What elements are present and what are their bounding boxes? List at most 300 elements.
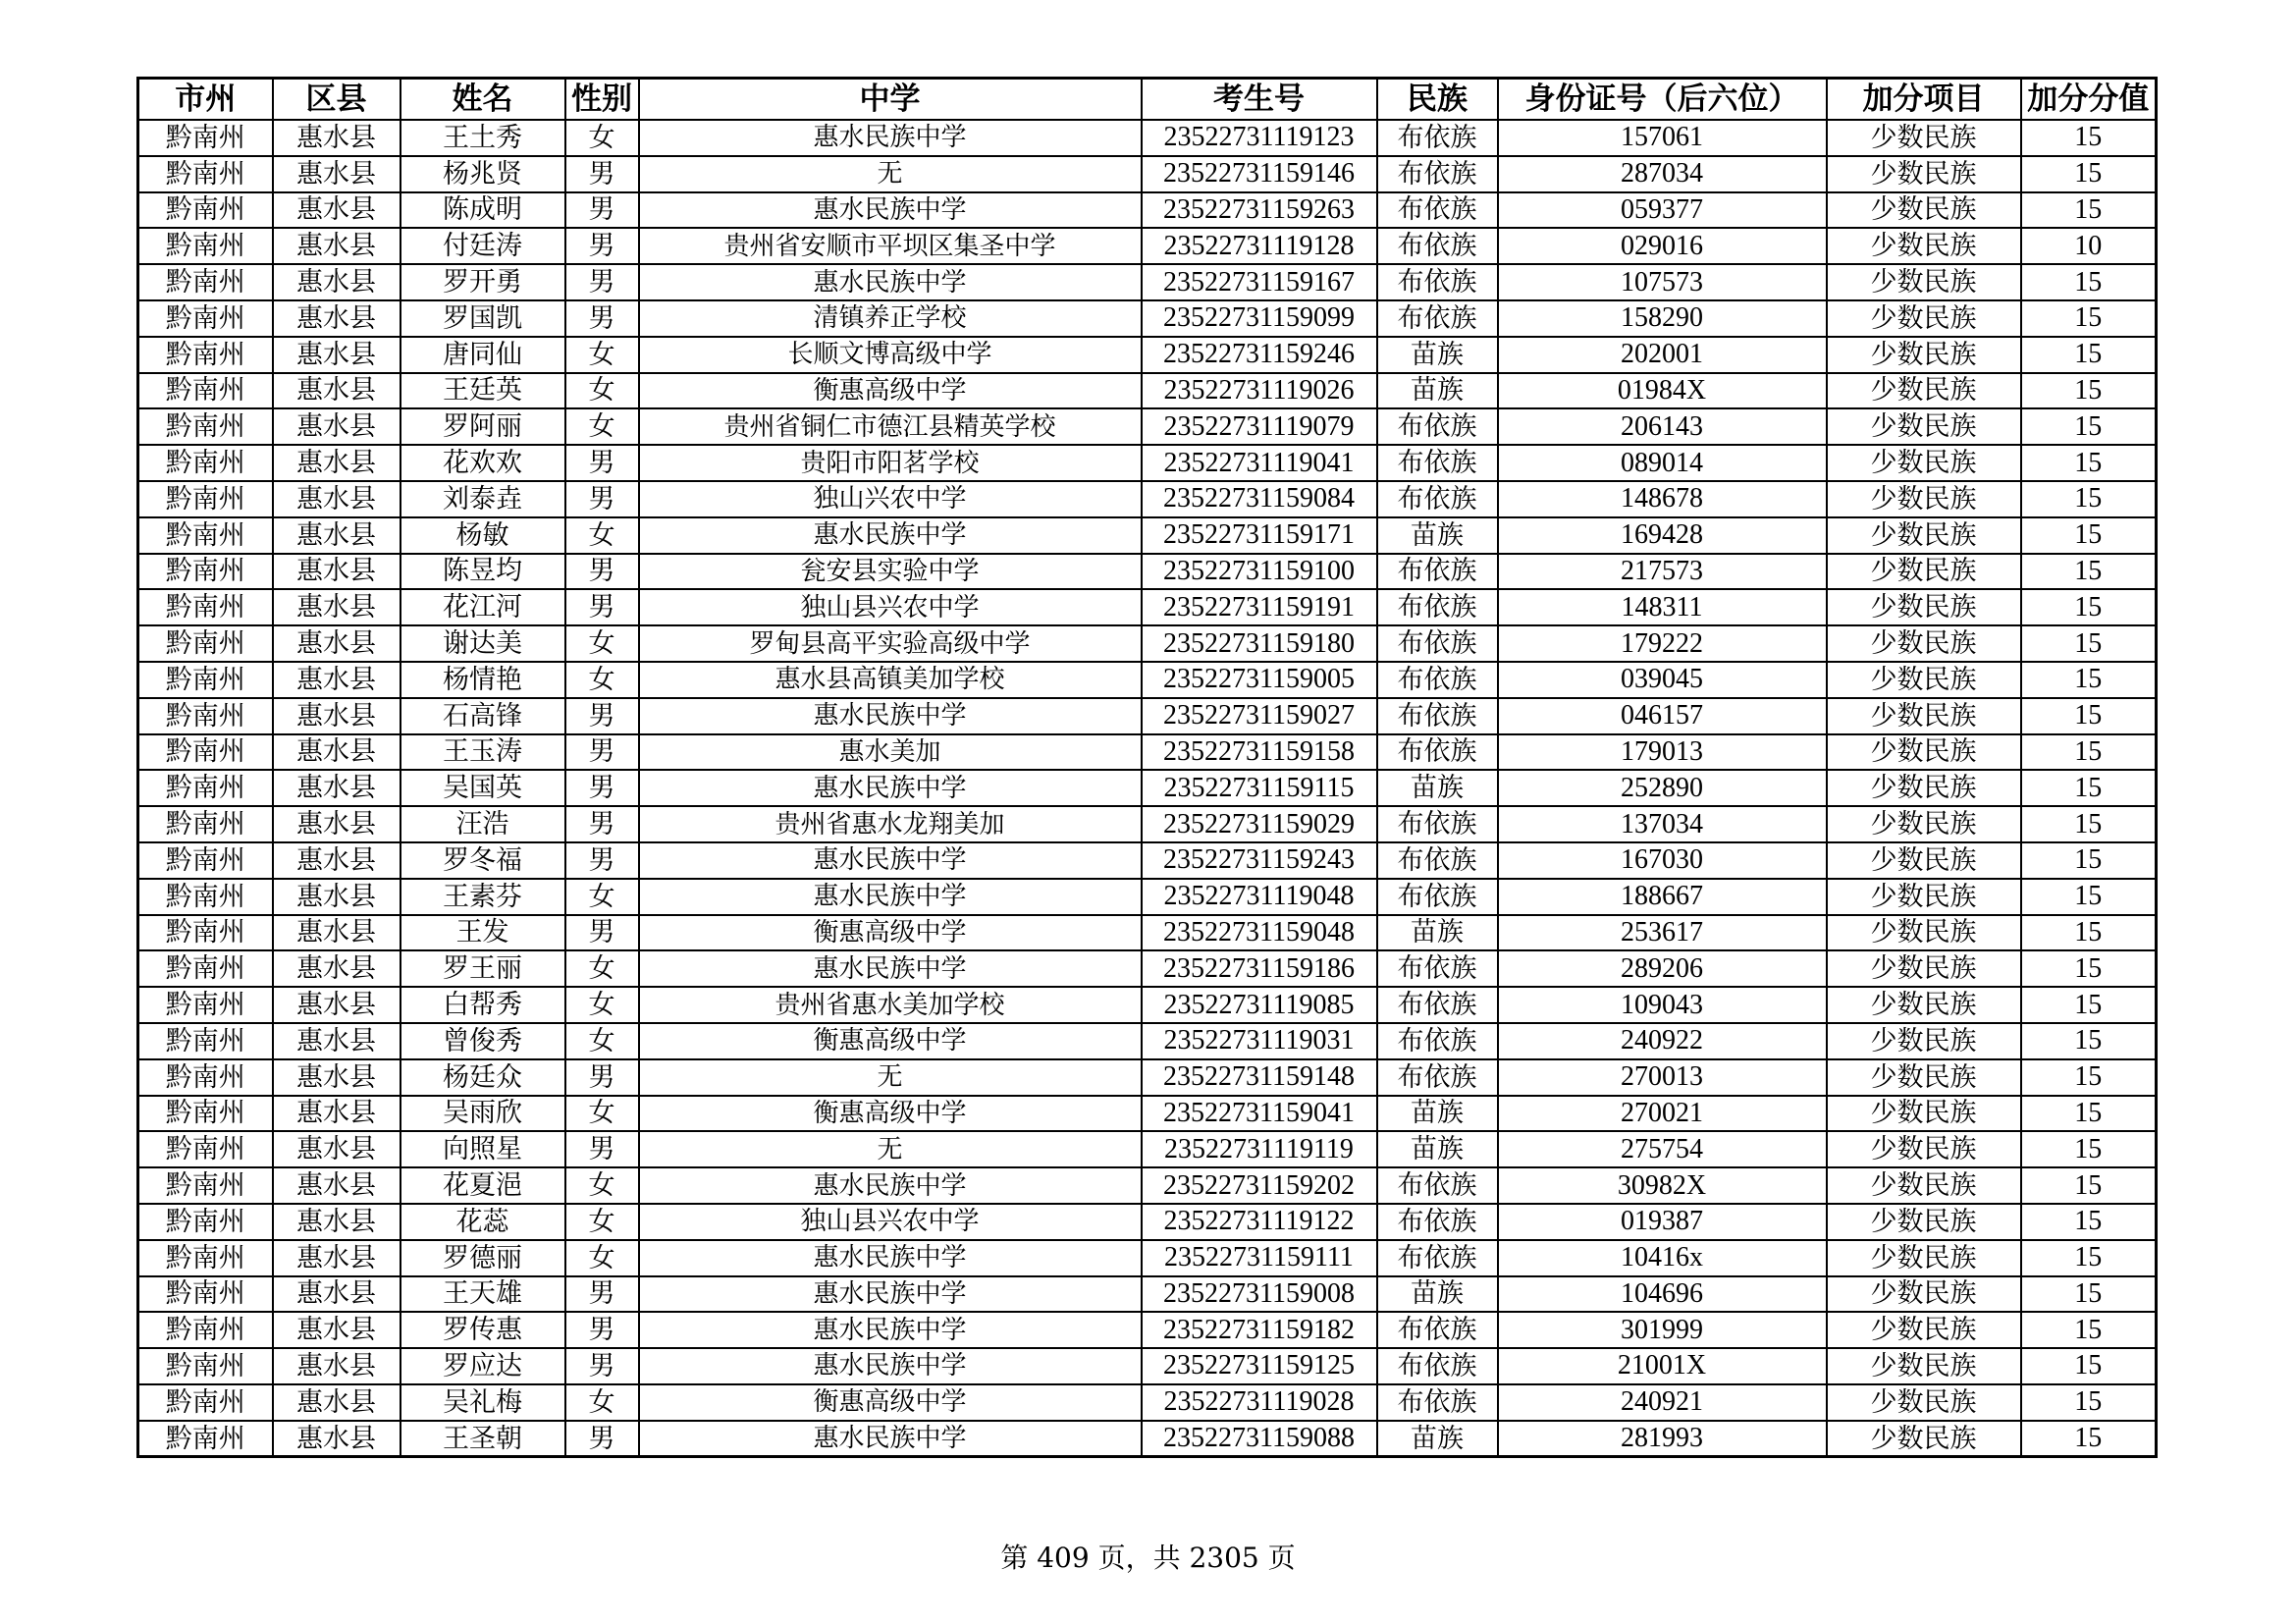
cell-idsuffix: 21001X bbox=[1498, 1348, 1827, 1384]
cell-gender: 男 bbox=[565, 1312, 639, 1348]
table-header-row bbox=[138, 79, 2157, 121]
cell-bonus-item: 少数民族 bbox=[1827, 156, 2021, 192]
cell-bonus-item: 少数民族 bbox=[1827, 264, 2021, 300]
cell-idsuffix: 30982X bbox=[1498, 1167, 1827, 1204]
cell-name: 王玉涛 bbox=[400, 734, 565, 771]
cell-school: 清镇养正学校 bbox=[639, 300, 1142, 337]
cell-score: 15 bbox=[2021, 589, 2157, 625]
cell-bonus-item: 少数民族 bbox=[1827, 373, 2021, 409]
table-row bbox=[138, 589, 2157, 625]
cell-bonus-item: 少数民族 bbox=[1827, 625, 2021, 662]
cell-ethnicity: 布依族 bbox=[1377, 842, 1498, 879]
cell-idsuffix: 240921 bbox=[1498, 1384, 1827, 1421]
cell-gender: 女 bbox=[565, 1167, 639, 1204]
cell-school: 惠水民族中学 bbox=[639, 1348, 1142, 1384]
cell-city: 黔南州 bbox=[138, 1348, 273, 1384]
cell-exam: 23522731119026 bbox=[1142, 373, 1377, 409]
cell-score: 10 bbox=[2021, 228, 2157, 264]
cell-school: 独山兴农中学 bbox=[639, 481, 1142, 517]
cell-name: 王土秀 bbox=[400, 120, 565, 156]
cell-bonus-item: 少数民族 bbox=[1827, 337, 2021, 373]
cell-county: 惠水县 bbox=[273, 228, 400, 264]
cell-bonus-item: 少数民族 bbox=[1827, 698, 2021, 734]
table-row bbox=[138, 264, 2157, 300]
cell-exam: 23522731119079 bbox=[1142, 408, 1377, 445]
cell-gender: 男 bbox=[565, 481, 639, 517]
cell-exam: 23522731159084 bbox=[1142, 481, 1377, 517]
cell-name: 曾俊秀 bbox=[400, 1023, 565, 1059]
cell-school: 长顺文博高级中学 bbox=[639, 337, 1142, 373]
cell-ethnicity: 布依族 bbox=[1377, 1348, 1498, 1384]
cell-ethnicity: 布依族 bbox=[1377, 806, 1498, 842]
cell-exam: 23522731159202 bbox=[1142, 1167, 1377, 1204]
cell-county: 惠水县 bbox=[273, 589, 400, 625]
cell-exam: 23522731119122 bbox=[1142, 1204, 1377, 1240]
cell-gender: 女 bbox=[565, 337, 639, 373]
cell-exam: 23522731119041 bbox=[1142, 445, 1377, 481]
cell-city: 黔南州 bbox=[138, 300, 273, 337]
cell-city: 黔南州 bbox=[138, 554, 273, 590]
cell-idsuffix: 089014 bbox=[1498, 445, 1827, 481]
cell-exam: 23522731159125 bbox=[1142, 1348, 1377, 1384]
cell-bonus-item: 少数民族 bbox=[1827, 1131, 2021, 1167]
cell-idsuffix: 301999 bbox=[1498, 1312, 1827, 1348]
cell-exam: 23522731159186 bbox=[1142, 950, 1377, 987]
cell-score: 15 bbox=[2021, 1421, 2157, 1457]
cell-school: 独山县兴农中学 bbox=[639, 589, 1142, 625]
cell-school: 惠水民族中学 bbox=[639, 192, 1142, 229]
cell-idsuffix: 137034 bbox=[1498, 806, 1827, 842]
cell-ethnicity: 布依族 bbox=[1377, 228, 1498, 264]
cell-city: 黔南州 bbox=[138, 337, 273, 373]
cell-ethnicity: 苗族 bbox=[1377, 517, 1498, 554]
cell-gender: 男 bbox=[565, 1131, 639, 1167]
cell-county: 惠水县 bbox=[273, 915, 400, 951]
cell-school: 惠水民族中学 bbox=[639, 1276, 1142, 1313]
cell-ethnicity: 苗族 bbox=[1377, 770, 1498, 806]
cell-bonus-item: 少数民族 bbox=[1827, 408, 2021, 445]
cell-bonus-item: 少数民族 bbox=[1827, 662, 2021, 698]
cell-county: 惠水县 bbox=[273, 554, 400, 590]
cell-name: 汪浩 bbox=[400, 806, 565, 842]
cell-school: 惠水民族中学 bbox=[639, 842, 1142, 879]
cell-name: 罗阿丽 bbox=[400, 408, 565, 445]
cell-exam: 23522731119128 bbox=[1142, 228, 1377, 264]
table-row bbox=[138, 373, 2157, 409]
cell-county: 惠水县 bbox=[273, 481, 400, 517]
cell-idsuffix: 270013 bbox=[1498, 1059, 1827, 1096]
cell-school: 无 bbox=[639, 1131, 1142, 1167]
cell-school: 无 bbox=[639, 156, 1142, 192]
cell-name: 罗开勇 bbox=[400, 264, 565, 300]
cell-exam: 23522731159167 bbox=[1142, 264, 1377, 300]
cell-county: 惠水县 bbox=[273, 1276, 400, 1313]
cell-idsuffix: 240922 bbox=[1498, 1023, 1827, 1059]
cell-county: 惠水县 bbox=[273, 120, 400, 156]
cell-bonus-item: 少数民族 bbox=[1827, 445, 2021, 481]
table-row bbox=[138, 1421, 2157, 1457]
table-row bbox=[138, 879, 2157, 915]
cell-score: 15 bbox=[2021, 770, 2157, 806]
cell-idsuffix: 107573 bbox=[1498, 264, 1827, 300]
cell-bonus-item: 少数民族 bbox=[1827, 987, 2021, 1023]
cell-city: 黔南州 bbox=[138, 770, 273, 806]
cell-name: 花欢欢 bbox=[400, 445, 565, 481]
cell-bonus-item: 少数民族 bbox=[1827, 1167, 2021, 1204]
cell-bonus-item: 少数民族 bbox=[1827, 879, 2021, 915]
cell-ethnicity: 布依族 bbox=[1377, 120, 1498, 156]
cell-bonus-item: 少数民族 bbox=[1827, 842, 2021, 879]
cell-idsuffix: 169428 bbox=[1498, 517, 1827, 554]
cell-exam: 23522731119031 bbox=[1142, 1023, 1377, 1059]
cell-idsuffix: 275754 bbox=[1498, 1131, 1827, 1167]
cell-exam: 23522731159115 bbox=[1142, 770, 1377, 806]
cell-gender: 女 bbox=[565, 950, 639, 987]
cell-idsuffix: 01984X bbox=[1498, 373, 1827, 409]
cell-gender: 男 bbox=[565, 554, 639, 590]
cell-gender: 女 bbox=[565, 373, 639, 409]
cell-idsuffix: 029016 bbox=[1498, 228, 1827, 264]
cell-ethnicity: 布依族 bbox=[1377, 156, 1498, 192]
cell-name: 向照星 bbox=[400, 1131, 565, 1167]
cell-city: 黔南州 bbox=[138, 1131, 273, 1167]
table-row bbox=[138, 1348, 2157, 1384]
cell-idsuffix: 217573 bbox=[1498, 554, 1827, 590]
cell-exam: 23522731159243 bbox=[1142, 842, 1377, 879]
cell-score: 15 bbox=[2021, 517, 2157, 554]
cell-gender: 男 bbox=[565, 300, 639, 337]
cell-county: 惠水县 bbox=[273, 1023, 400, 1059]
cell-name: 罗王丽 bbox=[400, 950, 565, 987]
cell-name: 罗冬福 bbox=[400, 842, 565, 879]
cell-name: 陈成明 bbox=[400, 192, 565, 229]
cell-score: 15 bbox=[2021, 842, 2157, 879]
cell-ethnicity: 布依族 bbox=[1377, 445, 1498, 481]
cell-ethnicity: 布依族 bbox=[1377, 662, 1498, 698]
cell-county: 惠水县 bbox=[273, 1384, 400, 1421]
table-row bbox=[138, 481, 2157, 517]
cell-score: 15 bbox=[2021, 1240, 2157, 1276]
table-row bbox=[138, 445, 2157, 481]
cell-exam: 23522731159029 bbox=[1142, 806, 1377, 842]
table-row bbox=[138, 300, 2157, 337]
cell-city: 黔南州 bbox=[138, 1167, 273, 1204]
cell-gender: 女 bbox=[565, 1240, 639, 1276]
cell-gender: 男 bbox=[565, 1421, 639, 1457]
cell-bonus-item: 少数民族 bbox=[1827, 915, 2021, 951]
cell-county: 惠水县 bbox=[273, 264, 400, 300]
cell-county: 惠水县 bbox=[273, 1059, 400, 1096]
cell-score: 15 bbox=[2021, 734, 2157, 771]
cell-exam: 23522731159146 bbox=[1142, 156, 1377, 192]
cell-ethnicity: 布依族 bbox=[1377, 1059, 1498, 1096]
cell-bonus-item: 少数民族 bbox=[1827, 554, 2021, 590]
cell-county: 惠水县 bbox=[273, 842, 400, 879]
cell-gender: 女 bbox=[565, 1384, 639, 1421]
cell-score: 15 bbox=[2021, 264, 2157, 300]
cell-idsuffix: 179013 bbox=[1498, 734, 1827, 771]
cell-school: 衡惠高级中学 bbox=[639, 915, 1142, 951]
cell-bonus-item: 少数民族 bbox=[1827, 120, 2021, 156]
cell-gender: 男 bbox=[565, 264, 639, 300]
cell-school: 瓮安县实验中学 bbox=[639, 554, 1142, 590]
table-row bbox=[138, 554, 2157, 590]
cell-gender: 女 bbox=[565, 879, 639, 915]
cell-gender: 女 bbox=[565, 1204, 639, 1240]
cell-name: 吴国英 bbox=[400, 770, 565, 806]
cell-county: 惠水县 bbox=[273, 156, 400, 192]
cell-score: 15 bbox=[2021, 625, 2157, 662]
cell-name: 王圣朝 bbox=[400, 1421, 565, 1457]
cell-exam: 23522731159171 bbox=[1142, 517, 1377, 554]
cell-school: 惠水民族中学 bbox=[639, 517, 1142, 554]
cell-name: 杨情艳 bbox=[400, 662, 565, 698]
table-row bbox=[138, 770, 2157, 806]
cell-idsuffix: 202001 bbox=[1498, 337, 1827, 373]
cell-name: 吴雨欣 bbox=[400, 1096, 565, 1132]
cell-name: 陈昱均 bbox=[400, 554, 565, 590]
cell-ethnicity: 布依族 bbox=[1377, 192, 1498, 229]
cell-county: 惠水县 bbox=[273, 1348, 400, 1384]
cell-city: 黔南州 bbox=[138, 192, 273, 229]
column-header-exam-number: 考生号 bbox=[1142, 79, 1377, 121]
cell-county: 惠水县 bbox=[273, 192, 400, 229]
cell-gender: 男 bbox=[565, 698, 639, 734]
cell-city: 黔南州 bbox=[138, 373, 273, 409]
cell-county: 惠水县 bbox=[273, 806, 400, 842]
cell-exam: 23522731159099 bbox=[1142, 300, 1377, 337]
cell-score: 15 bbox=[2021, 915, 2157, 951]
cell-school: 惠水民族中学 bbox=[639, 1421, 1142, 1457]
cell-county: 惠水县 bbox=[273, 879, 400, 915]
cell-score: 15 bbox=[2021, 1312, 2157, 1348]
cell-idsuffix: 179222 bbox=[1498, 625, 1827, 662]
cell-school: 独山县兴农中学 bbox=[639, 1204, 1142, 1240]
table-row bbox=[138, 1384, 2157, 1421]
column-header-name: 姓名 bbox=[400, 79, 565, 121]
cell-ethnicity: 苗族 bbox=[1377, 337, 1498, 373]
table-row bbox=[138, 625, 2157, 662]
column-header-gender: 性别 bbox=[565, 79, 639, 121]
cell-name: 花蕊 bbox=[400, 1204, 565, 1240]
cell-city: 黔南州 bbox=[138, 1384, 273, 1421]
cell-ethnicity: 布依族 bbox=[1377, 1312, 1498, 1348]
cell-bonus-item: 少数民族 bbox=[1827, 950, 2021, 987]
cell-ethnicity: 布依族 bbox=[1377, 589, 1498, 625]
cell-bonus-item: 少数民族 bbox=[1827, 734, 2021, 771]
cell-idsuffix: 281993 bbox=[1498, 1421, 1827, 1457]
cell-name: 罗德丽 bbox=[400, 1240, 565, 1276]
cell-city: 黔南州 bbox=[138, 842, 273, 879]
roster-table bbox=[136, 77, 2158, 1458]
cell-score: 15 bbox=[2021, 1167, 2157, 1204]
cell-gender: 男 bbox=[565, 770, 639, 806]
cell-name: 吴礼梅 bbox=[400, 1384, 565, 1421]
cell-ethnicity: 布依族 bbox=[1377, 1023, 1498, 1059]
cell-ethnicity: 苗族 bbox=[1377, 1276, 1498, 1313]
cell-bonus-item: 少数民族 bbox=[1827, 481, 2021, 517]
cell-gender: 女 bbox=[565, 625, 639, 662]
table-row bbox=[138, 1204, 2157, 1240]
cell-school: 无 bbox=[639, 1059, 1142, 1096]
cell-school: 惠水民族中学 bbox=[639, 950, 1142, 987]
cell-county: 惠水县 bbox=[273, 987, 400, 1023]
cell-score: 15 bbox=[2021, 481, 2157, 517]
cell-bonus-item: 少数民族 bbox=[1827, 1023, 2021, 1059]
cell-exam: 23522731159180 bbox=[1142, 625, 1377, 662]
cell-idsuffix: 157061 bbox=[1498, 120, 1827, 156]
cell-idsuffix: 270021 bbox=[1498, 1096, 1827, 1132]
cell-name: 谢达美 bbox=[400, 625, 565, 662]
cell-exam: 23522731119119 bbox=[1142, 1131, 1377, 1167]
cell-bonus-item: 少数民族 bbox=[1827, 1312, 2021, 1348]
cell-county: 惠水县 bbox=[273, 1131, 400, 1167]
cell-idsuffix: 019387 bbox=[1498, 1204, 1827, 1240]
cell-exam: 23522731159246 bbox=[1142, 337, 1377, 373]
cell-exam: 23522731119085 bbox=[1142, 987, 1377, 1023]
cell-city: 黔南州 bbox=[138, 1096, 273, 1132]
table-row bbox=[138, 806, 2157, 842]
column-header-county: 区县 bbox=[273, 79, 400, 121]
cell-gender: 男 bbox=[565, 806, 639, 842]
column-header-school: 中学 bbox=[639, 79, 1142, 121]
cell-gender: 男 bbox=[565, 156, 639, 192]
table-row bbox=[138, 1096, 2157, 1132]
cell-gender: 女 bbox=[565, 662, 639, 698]
cell-county: 惠水县 bbox=[273, 1167, 400, 1204]
cell-score: 15 bbox=[2021, 373, 2157, 409]
table-row bbox=[138, 662, 2157, 698]
cell-idsuffix: 206143 bbox=[1498, 408, 1827, 445]
cell-county: 惠水县 bbox=[273, 1204, 400, 1240]
cell-ethnicity: 布依族 bbox=[1377, 1204, 1498, 1240]
cell-exam: 23522731159048 bbox=[1142, 915, 1377, 951]
cell-city: 黔南州 bbox=[138, 1276, 273, 1313]
column-header-bonus-item: 加分项目 bbox=[1827, 79, 2021, 121]
cell-gender: 男 bbox=[565, 1276, 639, 1313]
table-row bbox=[138, 228, 2157, 264]
cell-gender: 男 bbox=[565, 589, 639, 625]
cell-score: 15 bbox=[2021, 1059, 2157, 1096]
cell-score: 15 bbox=[2021, 120, 2157, 156]
cell-idsuffix: 148311 bbox=[1498, 589, 1827, 625]
cell-school: 衡惠高级中学 bbox=[639, 1023, 1142, 1059]
cell-name: 王廷英 bbox=[400, 373, 565, 409]
cell-city: 黔南州 bbox=[138, 950, 273, 987]
cell-exam: 23522731159027 bbox=[1142, 698, 1377, 734]
cell-gender: 女 bbox=[565, 408, 639, 445]
cell-city: 黔南州 bbox=[138, 734, 273, 771]
cell-school: 贵州省安顺市平坝区集圣中学 bbox=[639, 228, 1142, 264]
cell-exam: 23522731159100 bbox=[1142, 554, 1377, 590]
cell-bonus-item: 少数民族 bbox=[1827, 1348, 2021, 1384]
table-row bbox=[138, 842, 2157, 879]
cell-school: 罗甸县高平实验高级中学 bbox=[639, 625, 1142, 662]
cell-school: 衡惠高级中学 bbox=[639, 373, 1142, 409]
cell-name: 王发 bbox=[400, 915, 565, 951]
cell-exam: 23522731159263 bbox=[1142, 192, 1377, 229]
cell-county: 惠水县 bbox=[273, 1312, 400, 1348]
cell-gender: 男 bbox=[565, 228, 639, 264]
cell-school: 惠水县高镇美加学校 bbox=[639, 662, 1142, 698]
cell-school: 惠水民族中学 bbox=[639, 1240, 1142, 1276]
table-row bbox=[138, 120, 2157, 156]
table-row bbox=[138, 408, 2157, 445]
cell-exam: 23522731159191 bbox=[1142, 589, 1377, 625]
cell-city: 黔南州 bbox=[138, 915, 273, 951]
table-row bbox=[138, 1240, 2157, 1276]
cell-city: 黔南州 bbox=[138, 1421, 273, 1457]
cell-name: 罗国凯 bbox=[400, 300, 565, 337]
cell-idsuffix: 10416x bbox=[1498, 1240, 1827, 1276]
cell-city: 黔南州 bbox=[138, 445, 273, 481]
cell-city: 黔南州 bbox=[138, 1059, 273, 1096]
table-body bbox=[138, 120, 2157, 1457]
table-row bbox=[138, 987, 2157, 1023]
cell-score: 15 bbox=[2021, 1204, 2157, 1240]
cell-name: 杨廷众 bbox=[400, 1059, 565, 1096]
cell-ethnicity: 布依族 bbox=[1377, 625, 1498, 662]
cell-city: 黔南州 bbox=[138, 987, 273, 1023]
cell-ethnicity: 布依族 bbox=[1377, 698, 1498, 734]
cell-gender: 女 bbox=[565, 987, 639, 1023]
cell-ethnicity: 布依族 bbox=[1377, 1240, 1498, 1276]
cell-gender: 女 bbox=[565, 1096, 639, 1132]
cell-city: 黔南州 bbox=[138, 879, 273, 915]
cell-county: 惠水县 bbox=[273, 373, 400, 409]
cell-idsuffix: 104696 bbox=[1498, 1276, 1827, 1313]
cell-idsuffix: 289206 bbox=[1498, 950, 1827, 987]
cell-exam: 23522731159008 bbox=[1142, 1276, 1377, 1313]
cell-bonus-item: 少数民族 bbox=[1827, 1059, 2021, 1096]
cell-school: 惠水民族中学 bbox=[639, 698, 1142, 734]
cell-city: 黔南州 bbox=[138, 481, 273, 517]
cell-city: 黔南州 bbox=[138, 806, 273, 842]
cell-city: 黔南州 bbox=[138, 517, 273, 554]
table-row bbox=[138, 1131, 2157, 1167]
cell-gender: 男 bbox=[565, 1059, 639, 1096]
cell-score: 15 bbox=[2021, 1096, 2157, 1132]
cell-score: 15 bbox=[2021, 1384, 2157, 1421]
cell-name: 花江河 bbox=[400, 589, 565, 625]
cell-score: 15 bbox=[2021, 806, 2157, 842]
cell-score: 15 bbox=[2021, 950, 2157, 987]
cell-ethnicity: 布依族 bbox=[1377, 481, 1498, 517]
cell-exam: 23522731159111 bbox=[1142, 1240, 1377, 1276]
cell-school: 惠水民族中学 bbox=[639, 770, 1142, 806]
cell-city: 黔南州 bbox=[138, 589, 273, 625]
cell-name: 唐同仙 bbox=[400, 337, 565, 373]
cell-county: 惠水县 bbox=[273, 625, 400, 662]
cell-name: 王素芬 bbox=[400, 879, 565, 915]
cell-name: 罗传惠 bbox=[400, 1312, 565, 1348]
cell-score: 15 bbox=[2021, 445, 2157, 481]
cell-county: 惠水县 bbox=[273, 734, 400, 771]
cell-score: 15 bbox=[2021, 300, 2157, 337]
cell-idsuffix: 252890 bbox=[1498, 770, 1827, 806]
cell-name: 杨敏 bbox=[400, 517, 565, 554]
cell-ethnicity: 布依族 bbox=[1377, 554, 1498, 590]
cell-bonus-item: 少数民族 bbox=[1827, 192, 2021, 229]
cell-ethnicity: 布依族 bbox=[1377, 300, 1498, 337]
cell-score: 15 bbox=[2021, 1023, 2157, 1059]
cell-gender: 男 bbox=[565, 1348, 639, 1384]
cell-city: 黔南州 bbox=[138, 156, 273, 192]
cell-idsuffix: 253617 bbox=[1498, 915, 1827, 951]
cell-score: 15 bbox=[2021, 1131, 2157, 1167]
cell-school: 贵州省铜仁市德江县精英学校 bbox=[639, 408, 1142, 445]
cell-county: 惠水县 bbox=[273, 662, 400, 698]
